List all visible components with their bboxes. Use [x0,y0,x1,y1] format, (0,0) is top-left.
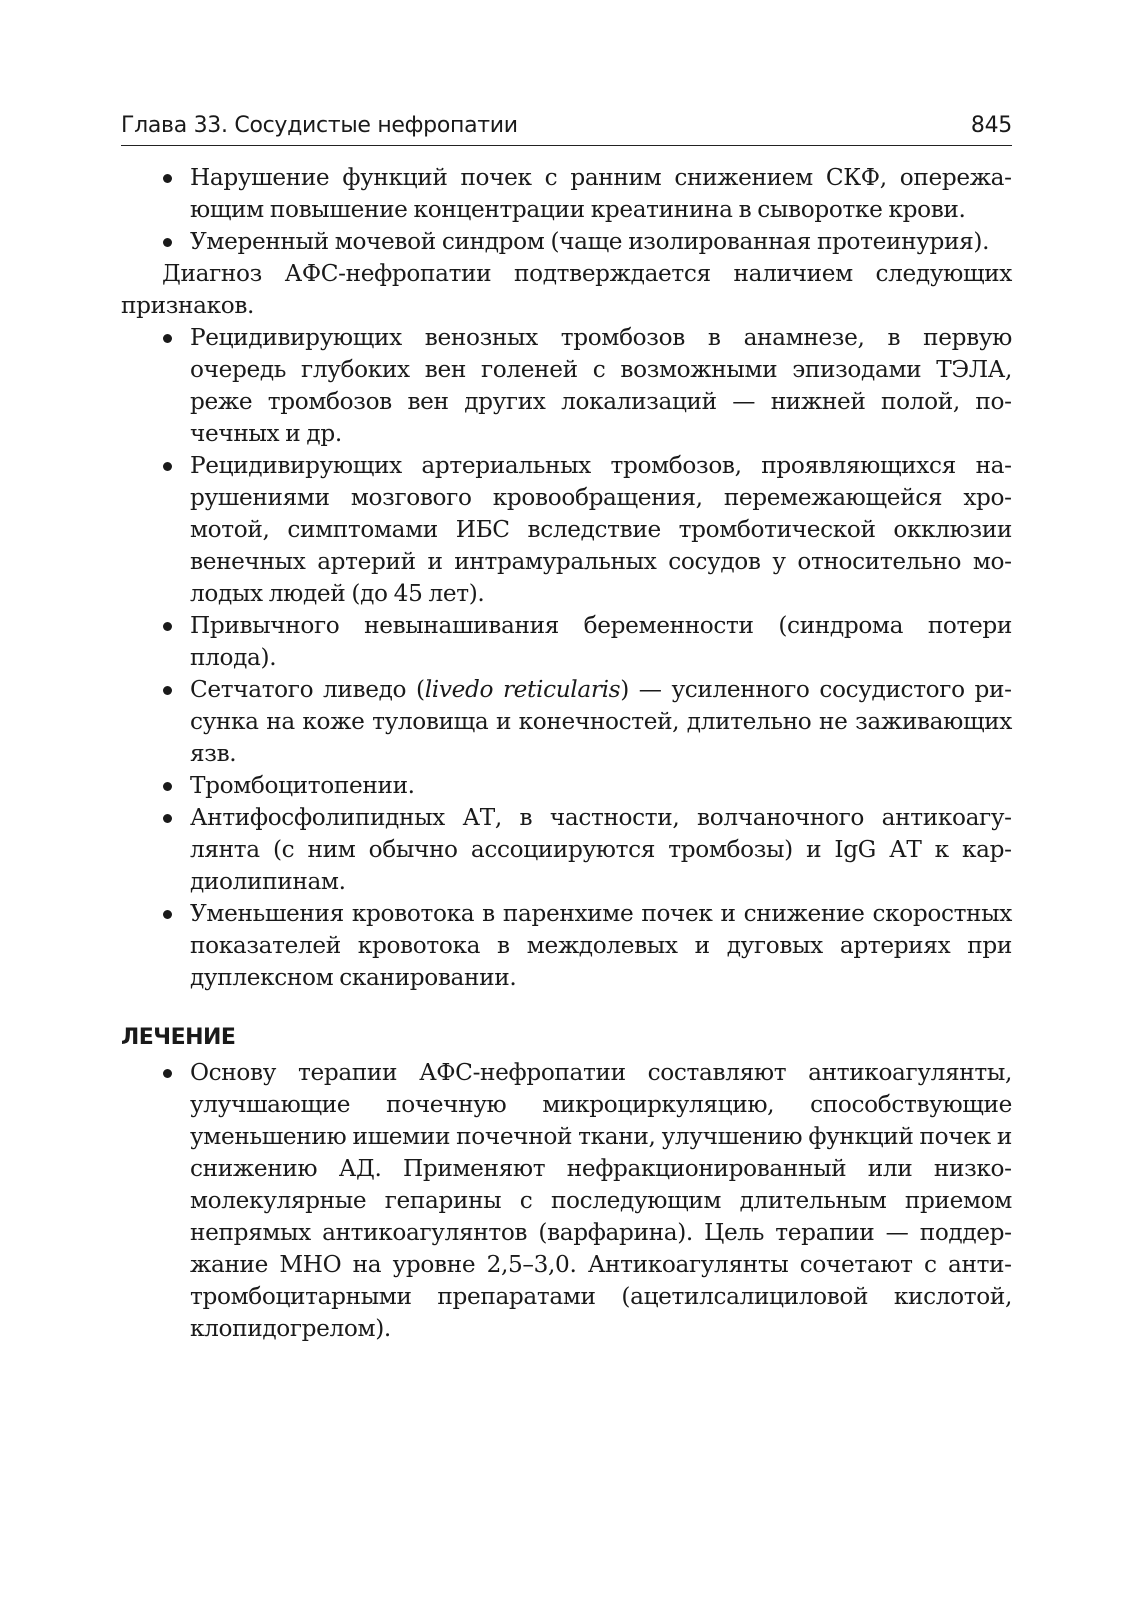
text-after-italic: ) — усиленного сосудистого рисунка на коже туловища и конечностей, длительно не заживающих язв. [190,676,1012,767]
text-before-italic: Сетчатого ливедо ( [190,676,425,703]
list-item [121,322,1012,450]
list-item-text [190,676,1012,767]
bullet-icon [163,686,172,695]
list-item [121,674,1012,770]
list-item [121,610,1012,674]
bullet-icon [163,462,172,471]
bullet-icon [163,174,172,183]
page-body [121,162,1012,1345]
list-item [121,1057,1012,1345]
list-item-text: Привычного невынашивания беременности (синдрома потери плода). [190,612,1012,671]
list-item-text: Уменьшения кровотока в паренхиме почек и снижение скоростных показателей кровотока в междолевых и дуговых артериях при дуплексном сканировании. [190,900,1012,991]
bullet-icon [163,814,172,823]
bullet-icon [163,910,172,919]
bullet-icon [163,622,172,631]
list-item-text: Тромбоцитопении. [190,772,415,799]
list-item-text: Антифосфолипидных АТ, в частности, волчаночного антикоагулянта (с ним обычно ассоциируются тромбозы) и IgG АТ к кардиолипинам. [190,804,1012,895]
intro-bullet-list [121,162,1012,258]
bullet-icon [163,1069,172,1078]
list-item [121,450,1012,610]
diagnosis-paragraph: Диагноз АФС-нефропатии подтверждается наличием следующих признаков. [121,260,1012,319]
list-item [121,898,1012,994]
list-item-text: Основу терапии АФС-нефропатии составляют антикоагулянты, улучшающие почечную микроциркуляцию, способствующие уменьшению ишемии почечной ткани, улучшению функций почек и снижению АД. Применяют нефракционированный или низкомолекулярные гепарины с последующим длительным приемом непрямых антикоагулянтов (варфарина). Цель терапии — поддержание МНО на уровне 2,5–3,0. Антикоагулянты сочетают с антитромбоцитарными препаратами (ацетилсалициловой кислотой, клопидогрелом). [190,1059,1012,1342]
list-item-text: Рецидивирующих артериальных тромбозов, проявляющихся нарушениями мозгового кровообращения, перемежающейся хромотой, симптомами ИБС вследствие тромботической окклюзии венечных артерий и интрамуральных сосудов у относительно молодых людей (до 45 лет). [190,452,1012,607]
page-number: 845 [970,113,1012,138]
list-item [121,226,1012,258]
section-heading-treatment: ЛЕЧЕНИЕ [121,1025,236,1050]
running-header [121,111,1012,146]
list-item [121,802,1012,898]
treatment-bullet-list [121,1057,1012,1345]
list-item [121,162,1012,226]
diagnosis-bullet-list [121,322,1012,994]
bullet-icon [163,334,172,343]
list-item [121,770,1012,802]
bullet-icon [163,782,172,791]
chapter-title: Глава 33. Сосудистые нефропатии [121,113,518,138]
list-item-text: Рецидивирующих венозных тромбозов в анамнезе, в первую очередь глубоких вен голеней с возможными эпизодами ТЭЛА, реже тромбозов вен других локализаций — нижней полой, почечных и др. [190,324,1012,447]
list-item-text: Нарушение функций почек с ранним снижением СКФ, опережающим повышение концентрации креатинина в сыворотке крови. [190,164,1012,223]
list-item-text: Умеренный мочевой синдром (чаще изолированная протеинурия). [190,228,990,255]
latin-term: livedo reticularis [424,676,621,703]
bullet-icon [163,238,172,247]
